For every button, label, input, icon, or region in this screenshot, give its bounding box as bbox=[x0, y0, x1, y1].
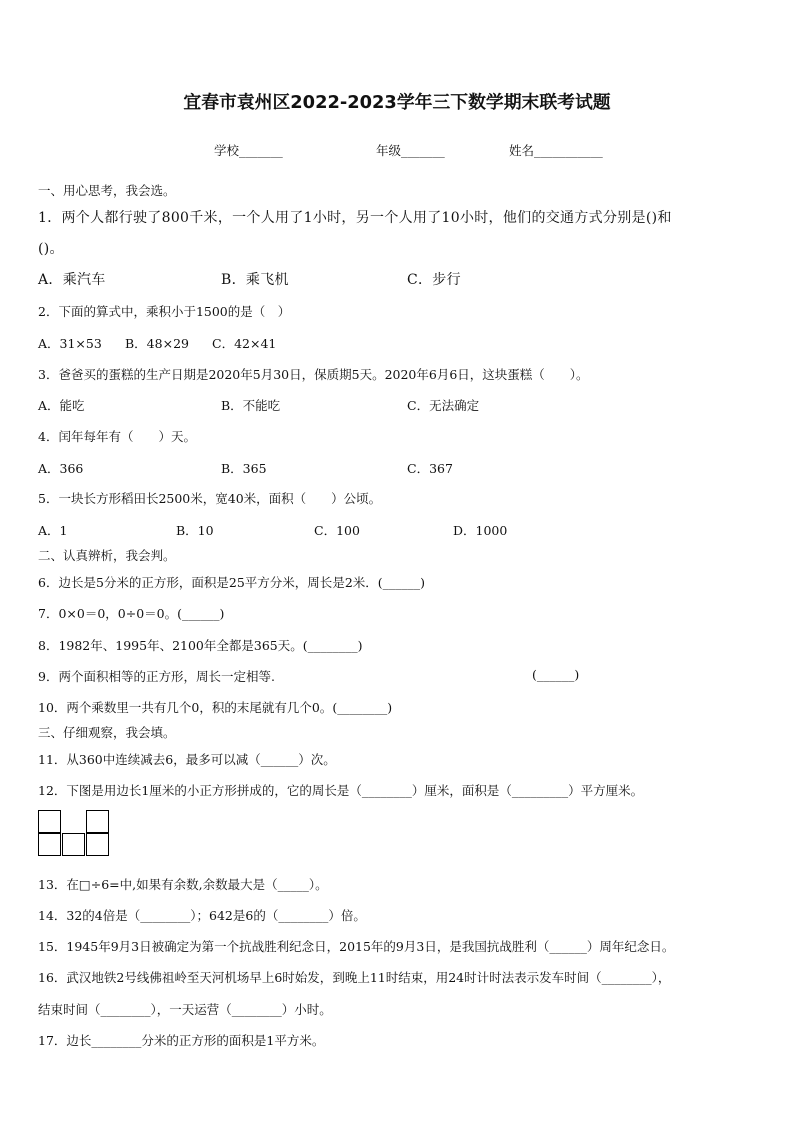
q3-option-c: C．无法确定 bbox=[407, 398, 480, 413]
name-field: 姓名___________ bbox=[509, 143, 603, 158]
q5-option-c: C．100 bbox=[314, 523, 360, 538]
q8-text: 8．1982年、1995年、2100年全都是365天。(________) bbox=[38, 638, 363, 653]
q4-option-a: A．366 bbox=[38, 461, 84, 476]
q17-text: 17．边长________分米的正方形的面积是1平方米。 bbox=[38, 1033, 325, 1048]
q2-option-c: C．42×41 bbox=[212, 336, 277, 351]
q4-text: 4．闰年每年有（ ）天。 bbox=[38, 429, 196, 444]
q16-text: 16．武汉地铁2号线佛祖岭至天河机场早上6时始发，到晚上11时结束，用24时计时法表示发车时间（________）， bbox=[38, 970, 671, 985]
section-heading-3: 三、仔细观察，我会填。 bbox=[38, 725, 176, 740]
q2-text: 2．下面的算式中，乘积小于1500的是（ ） bbox=[38, 304, 291, 319]
q12-text: 12．下图是用边长1厘米的小正方形拼成的，它的周长是（________）厘米，面积是（_________）平方厘米。 bbox=[38, 783, 644, 798]
q1-text-cont: ()。 bbox=[38, 241, 64, 257]
q3-text: 3．爸爸买的蛋糕的生产日期是2020年5月30日，保质期5天。2020年6月6日，这块蛋糕（ ）。 bbox=[38, 367, 589, 382]
page-title: 宜春市袁州区2022-2023学年三下数学期末联考试题 bbox=[183, 92, 611, 113]
grid-square bbox=[86, 833, 109, 856]
school-field: 学校_______ bbox=[214, 143, 283, 158]
q5-option-a: A．1 bbox=[38, 523, 68, 538]
q11-text: 11．从360中连续减去6，最多可以减（______）次。 bbox=[38, 752, 336, 767]
q5-option-b: B．10 bbox=[176, 523, 214, 538]
q16-text-cont: 结束时间（________），一天运营（________）小时。 bbox=[38, 1002, 332, 1017]
q2-option-a: A．31×53 bbox=[38, 336, 102, 351]
grid-square bbox=[38, 833, 61, 856]
q6-text: 6．边长是5分米的正方形，面积是25平方分米，周长是2米．(______) bbox=[38, 575, 426, 590]
q3-option-b: B．不能吃 bbox=[221, 398, 281, 413]
grid-square bbox=[62, 833, 85, 856]
q5-option-d: D．1000 bbox=[453, 523, 508, 538]
q4-option-c: C．367 bbox=[407, 461, 453, 476]
q4-option-b: B．365 bbox=[221, 461, 267, 476]
section-heading-1: 一、用心思考，我会选。 bbox=[38, 183, 176, 198]
q9-answer-blank: (______) bbox=[532, 667, 580, 682]
q2-option-b: B．48×29 bbox=[125, 336, 189, 351]
grid-square bbox=[86, 810, 109, 833]
q5-text: 5．一块长方形稻田长2500米，宽40米，面积（ ）公顷。 bbox=[38, 491, 382, 506]
q1-option-a: A．乘汽车 bbox=[38, 272, 106, 288]
grid-square bbox=[38, 810, 61, 833]
q7-text: 7．0×0＝0，0÷0＝0。(______) bbox=[38, 606, 225, 621]
q9-text: 9．两个面积相等的正方形，周长一定相等. bbox=[38, 669, 275, 684]
section-heading-2: 二、认真辨析，我会判。 bbox=[38, 548, 176, 563]
q1-text: 1．两个人都行驶了800千米，一个人用了1小时，另一个人用了10小时，他们的交通方式分别是()和 bbox=[38, 210, 672, 226]
grade-field: 年级_______ bbox=[376, 143, 445, 158]
q15-text: 15．1945年9月3日被确定为第一个抗战胜利纪念日，2015年的9月3日，是我国抗战胜利（______）周年纪念日。 bbox=[38, 939, 675, 954]
q10-text: 10．两个乘数里一共有几个0，积的末尾就有几个0。(________) bbox=[38, 700, 393, 715]
q14-text: 14．32的4倍是（________）；642是6的（________）倍。 bbox=[38, 908, 366, 923]
q1-option-b: B．乘飞机 bbox=[221, 272, 289, 288]
q13-text: 13．在□÷6=中,如果有余数,余数最大是（_____）。 bbox=[38, 877, 328, 892]
q1-option-c: C．步行 bbox=[407, 272, 461, 288]
q3-option-a: A．能吃 bbox=[38, 398, 85, 413]
